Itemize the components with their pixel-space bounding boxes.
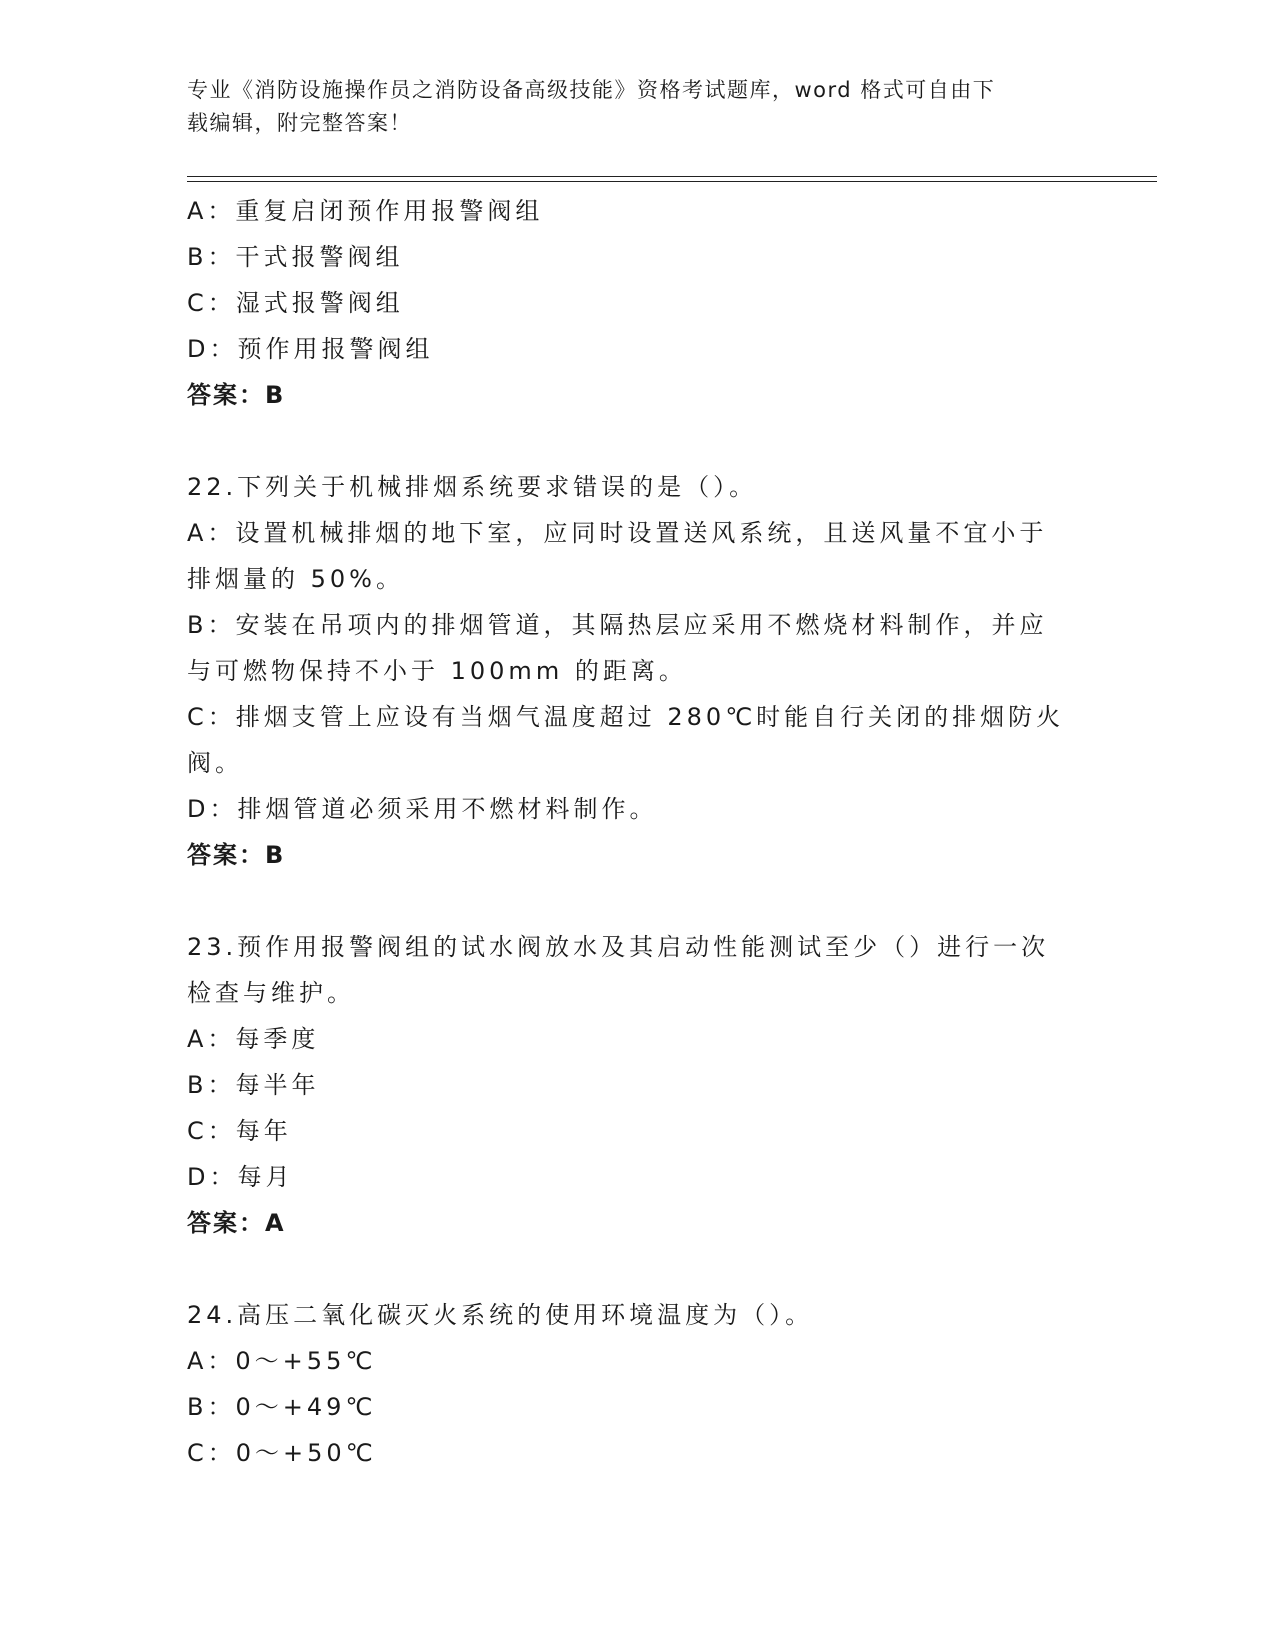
question-content — [187, 188, 1087, 1476]
q21-option-c: C：湿式报警阀组 — [187, 289, 404, 317]
q21-option-d: D：预作用报警阀组 — [187, 335, 434, 363]
q23-stem-line-2: 检查与维护。 — [187, 979, 355, 1007]
spacer — [187, 878, 1087, 924]
q21-answer: 答案：B — [187, 381, 286, 409]
q23-option-c: C：每年 — [187, 1117, 292, 1145]
header-divider-top — [187, 176, 1157, 177]
spacer — [187, 418, 1087, 464]
q23-option-a: A：每季度 — [187, 1025, 320, 1053]
q24-option-c: C：0～+50℃ — [187, 1439, 377, 1467]
q22-option-a-line-2: 排烟量的 50%。 — [187, 565, 404, 593]
q22-option-c-line-1: C：排烟支管上应设有当烟气温度超过 280℃时能自行关闭的排烟防火 — [187, 703, 1065, 731]
q24-option-b: B：0～+49℃ — [187, 1393, 377, 1421]
header-divider-bottom — [187, 181, 1157, 182]
q22-stem: 22.下列关于机械排烟系统要求错误的是（）。 — [187, 473, 758, 501]
q23-stem-line-1: 23.预作用报警阀组的试水阀放水及其启动性能测试至少（）进行一次 — [187, 933, 1050, 961]
q21-option-a: A：重复启闭预作用报警阀组 — [187, 197, 544, 225]
q22-answer: 答案：B — [187, 841, 286, 869]
q21-option-b: B：干式报警阀组 — [187, 243, 404, 271]
header-line-2: 载编辑，附完整答案！ — [187, 111, 412, 135]
q22-option-b-line-2: 与可燃物保持不小于 100mm 的距离。 — [187, 657, 687, 685]
q22-option-d: D：排烟管道必须采用不燃材料制作。 — [187, 795, 658, 823]
q22-option-b-line-1: B：安装在吊项内的排烟管道，其隔热层应采用不燃烧材料制作，并应 — [187, 611, 1048, 639]
q24-stem: 24.高压二氧化碳灭火系统的使用环境温度为（）。 — [187, 1301, 814, 1329]
q22-option-c-line-2: 阀。 — [187, 749, 243, 777]
q22-option-a-line-1: A：设置机械排烟的地下室，应同时设置送风系统，且送风量不宜小于 — [187, 519, 1048, 547]
q24-option-a: A：0～+55℃ — [187, 1347, 377, 1375]
q23-option-d: D：每月 — [187, 1163, 294, 1191]
header-line-1: 专业《消防设施操作员之消防设备高级技能》资格考试题库，word 格式可自由下 — [187, 78, 996, 102]
q23-option-b: B：每半年 — [187, 1071, 320, 1099]
spacer — [187, 1246, 1087, 1292]
document-header — [187, 74, 1077, 140]
q23-answer: 答案：A — [187, 1209, 286, 1237]
